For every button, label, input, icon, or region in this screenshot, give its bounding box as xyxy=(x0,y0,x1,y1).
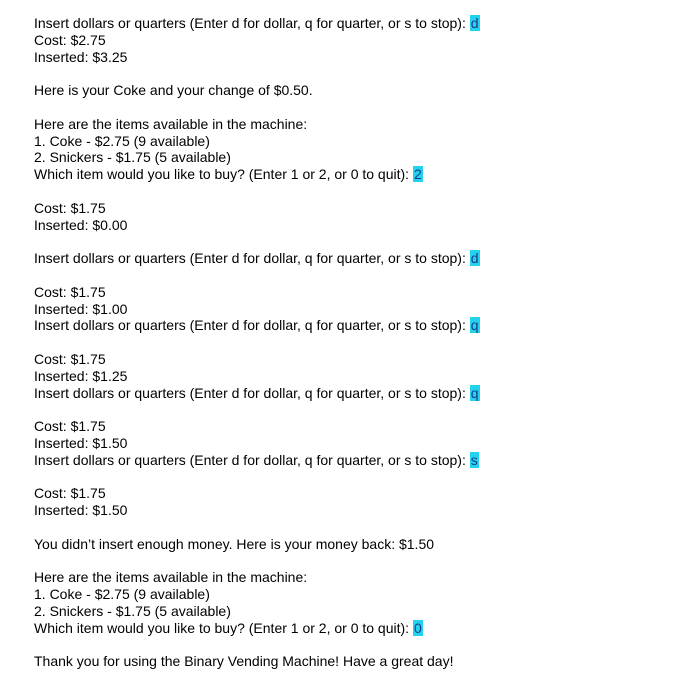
output-line xyxy=(34,569,480,586)
line-text: Inserted: $1.50 xyxy=(34,502,128,519)
prompt-line xyxy=(34,385,480,402)
blank-line xyxy=(34,183,480,200)
prompt-line xyxy=(34,166,480,183)
user-input: 2 xyxy=(413,166,422,183)
output-line xyxy=(34,133,480,150)
line-text: 1. Coke - $2.75 (9 available) xyxy=(34,586,210,603)
blank-line xyxy=(34,553,480,570)
line-text: Here is your Coke and your change of $0.50. xyxy=(34,82,313,99)
blank-line xyxy=(34,334,480,351)
prompt-line xyxy=(34,15,480,32)
line-text: Insert dollars or quarters (Enter d for dollar, q for quarter, or s to stop): xyxy=(34,15,470,31)
blank-line xyxy=(34,519,480,536)
user-input: d xyxy=(470,15,479,31)
line-text: Inserted: $1.25 xyxy=(34,367,128,384)
output-line xyxy=(34,351,480,368)
output-line xyxy=(34,49,480,66)
line-text: Insert dollars or quarters (Enter d for dollar, q for quarter, or s to stop): xyxy=(34,317,470,334)
line-text: 1. Coke - $2.75 (9 available) xyxy=(34,132,210,149)
line-text: Which item would you like to buy? (Enter 1 or 2, or 0 to quit): xyxy=(34,619,413,636)
line-text: Insert dollars or quarters (Enter d for dollar, q for quarter, or s to stop): xyxy=(34,250,470,267)
prompt-line xyxy=(34,317,480,334)
prompt-line xyxy=(34,620,480,637)
output-line xyxy=(34,603,480,620)
line-text: Inserted: $1.50 xyxy=(34,434,128,451)
line-text: 2. Snickers - $1.75 (5 available) xyxy=(34,149,231,166)
user-input: d xyxy=(470,250,479,267)
output-line xyxy=(34,418,480,435)
line-text: Thank you for using the Binary Vending Machine! Have a great day! xyxy=(34,653,454,670)
line-text: Cost: $1.75 xyxy=(34,350,106,367)
blank-line xyxy=(34,469,480,486)
blank-line xyxy=(34,401,480,418)
user-input: s xyxy=(470,451,478,468)
console-output xyxy=(34,15,480,670)
line-text: Cost: $1.75 xyxy=(34,283,106,300)
prompt-line xyxy=(34,452,480,469)
blank-line xyxy=(34,99,480,116)
output-line xyxy=(34,82,480,99)
blank-line xyxy=(34,65,480,82)
output-line xyxy=(34,368,480,385)
user-input: q xyxy=(470,384,479,401)
output-line xyxy=(34,536,480,553)
line-text: Inserted: $1.00 xyxy=(34,300,128,317)
line-text: Insert dollars or quarters (Enter d for dollar, q for quarter, or s to stop): xyxy=(34,451,470,468)
line-text: Here are the items available in the machine: xyxy=(34,569,308,586)
line-text: Cost: $1.75 xyxy=(34,485,106,502)
output-line xyxy=(34,586,480,603)
line-text: Inserted: $0.00 xyxy=(34,216,128,233)
user-input: q xyxy=(470,317,479,334)
line-text: Insert dollars or quarters (Enter d for dollar, q for quarter, or s to stop): xyxy=(34,384,470,401)
output-line xyxy=(34,217,480,234)
line-text: Cost: $1.75 xyxy=(34,418,106,435)
output-line xyxy=(34,301,480,318)
line-text: Which item would you like to buy? (Enter 1 or 2, or 0 to quit): xyxy=(34,166,413,183)
blank-line xyxy=(34,233,480,250)
line-text: You didn’t insert enough money. Here is your money back: $1.50 xyxy=(34,535,435,552)
line-text: Cost: $2.75 xyxy=(34,31,106,48)
line-text: 2. Snickers - $1.75 (5 available) xyxy=(34,602,231,619)
output-line xyxy=(34,284,480,301)
user-input: 0 xyxy=(413,619,422,636)
output-line xyxy=(34,32,480,49)
line-text: Cost: $1.75 xyxy=(34,199,106,216)
output-line xyxy=(34,200,480,217)
line-text: Inserted: $3.25 xyxy=(34,48,128,65)
blank-line xyxy=(34,267,480,284)
output-line xyxy=(34,435,480,452)
output-line xyxy=(34,116,480,133)
prompt-line xyxy=(34,250,480,267)
blank-line xyxy=(34,636,480,653)
output-line xyxy=(34,653,480,670)
output-line xyxy=(34,485,480,502)
line-text: Here are the items available in the machine: xyxy=(34,115,308,132)
output-line xyxy=(34,502,480,519)
output-line xyxy=(34,149,480,166)
